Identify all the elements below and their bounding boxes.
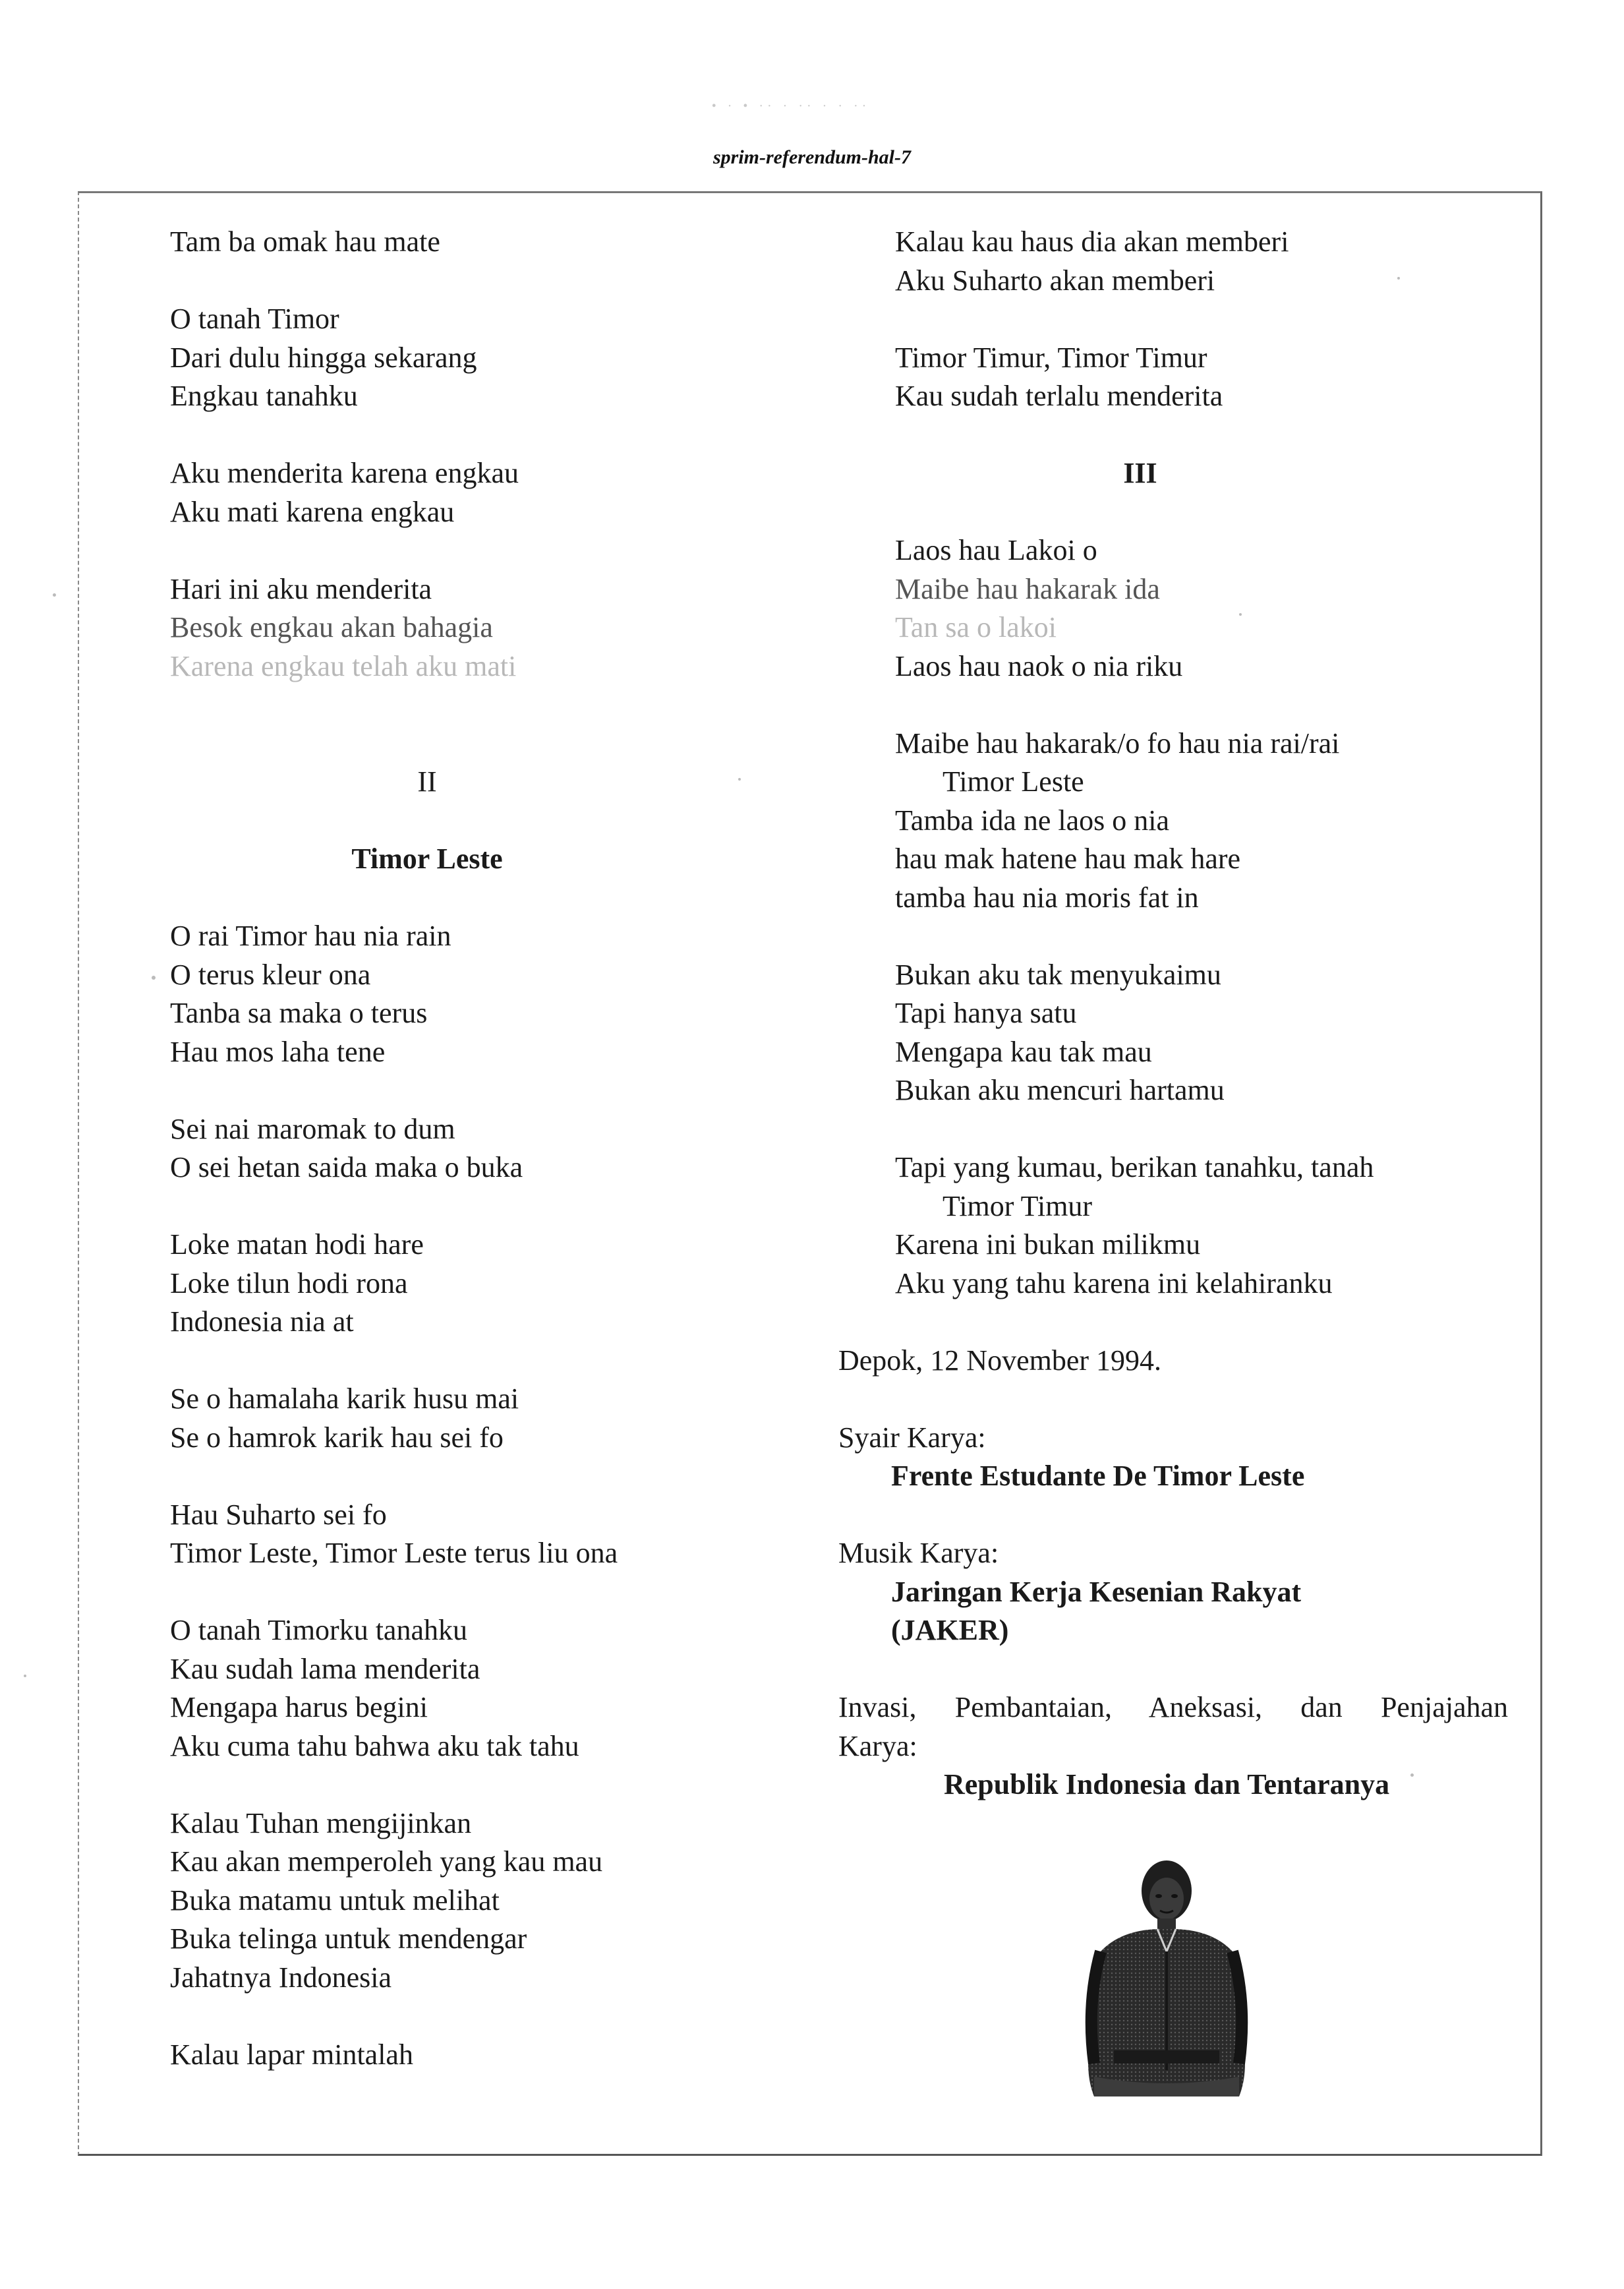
poem-line: Mengapa harus begini bbox=[170, 1691, 428, 1723]
left-stanza-4 bbox=[170, 570, 803, 686]
poem-line: Hau Suharto sei fo bbox=[170, 1498, 387, 1531]
poem-line: Besok engkau akan bahagia bbox=[170, 611, 493, 643]
poem-line: Indonesia nia at bbox=[170, 1305, 354, 1338]
left-column bbox=[170, 223, 803, 2113]
section-number-iii: III bbox=[1123, 457, 1157, 489]
music-label: Musik Karya: bbox=[838, 1537, 999, 1569]
music-author: Jaringan Kerja Kesenian Rakyat bbox=[891, 1575, 1302, 1608]
poem-line: O tanah Timor bbox=[170, 303, 339, 335]
left-stanza-12 bbox=[170, 2036, 803, 2075]
left-stanza-8 bbox=[170, 1380, 803, 1457]
scan-speck bbox=[1239, 613, 1242, 616]
right-stanza-5 bbox=[895, 956, 1517, 1110]
poem-line: Se o hamalaha karik husu mai bbox=[170, 1382, 519, 1415]
poem-line: Aku cuma tahu bahwa aku tak tahu bbox=[170, 1729, 579, 1762]
person-photo bbox=[1074, 1853, 1259, 2103]
poem-line: Aku Suharto akan memberi bbox=[895, 264, 1215, 297]
right-stanza-3 bbox=[895, 531, 1517, 686]
scan-speck bbox=[24, 1675, 26, 1677]
invasion-credit bbox=[838, 1688, 1517, 1804]
left-stanza-1 bbox=[170, 223, 803, 262]
date-line: Depok, 12 November 1994. bbox=[838, 1344, 1162, 1377]
poem-line: Maibe hau hakarak ida bbox=[895, 572, 1160, 605]
poem-line: Buka matamu untuk melihat bbox=[170, 1884, 500, 1917]
right-stanza-1 bbox=[895, 223, 1517, 300]
left-stanza-10 bbox=[170, 1611, 803, 1766]
scan-speck bbox=[738, 778, 741, 781]
poem-line-faded: Karena engkau telah aku mati bbox=[170, 649, 517, 682]
lyrics-label: Syair Karya: bbox=[838, 1421, 986, 1454]
right-stanza-4 bbox=[895, 725, 1517, 918]
poem-line: Loke matan hodi hare bbox=[170, 1228, 424, 1261]
poem-line: O tanah Timorku tanahku bbox=[170, 1614, 467, 1646]
poem-line: Laos hau Lakoi o bbox=[895, 534, 1097, 566]
poem-line: Engkau tanahku bbox=[170, 380, 358, 412]
left-stanza-3 bbox=[170, 454, 803, 531]
poem-line: O terus kleur ona bbox=[170, 958, 371, 991]
poem-line: Timor Leste bbox=[942, 765, 1084, 798]
poem-line: Dari dulu hingga sekarang bbox=[170, 341, 477, 374]
poem-line: Se o hamrok karik hau sei fo bbox=[170, 1421, 504, 1454]
poem-line: Hari ini aku menderita bbox=[170, 572, 432, 605]
scan-speck bbox=[1397, 277, 1400, 280]
poem-line: Laos hau naok o nia riku bbox=[895, 649, 1183, 682]
date-block bbox=[838, 1342, 1517, 1381]
poem-line: Tam ba omak hau mate bbox=[170, 225, 440, 258]
poem-line: Karena ini bukan milikmu bbox=[895, 1228, 1201, 1261]
poem-line: Tanba sa maka o terus bbox=[170, 997, 428, 1029]
poem-line: O rai Timor hau nia rain bbox=[170, 920, 451, 952]
right-column bbox=[838, 223, 1517, 1804]
poem-line: Hau mos laha tene bbox=[170, 1035, 386, 1068]
poem-line: tamba hau nia moris fat in bbox=[895, 881, 1199, 914]
poem-line: Aku menderita karena engkau bbox=[170, 457, 519, 489]
poem-line: Aku mati karena engkau bbox=[170, 495, 455, 528]
right-stanza-6 bbox=[895, 1148, 1517, 1303]
left-stanza-5 bbox=[170, 917, 803, 1071]
left-stanza-9 bbox=[170, 1496, 803, 1573]
left-stanza-6 bbox=[170, 1110, 803, 1187]
music-author-abbr: (JAKER) bbox=[891, 1614, 1009, 1646]
poem-line: Timor Timur, Timor Timur bbox=[895, 341, 1207, 374]
poem-line: Bukan aku tak menyukaimu bbox=[895, 958, 1221, 991]
invasion-label-suffix: Karya: bbox=[838, 1729, 917, 1762]
left-stanza-2 bbox=[170, 300, 803, 416]
poem-line: Buka telinga untuk mendengar bbox=[170, 1922, 527, 1955]
poem-line: Timor Timur bbox=[942, 1189, 1093, 1222]
poem-line: O sei hetan saida maka o buka bbox=[170, 1151, 523, 1183]
left-stanza-11 bbox=[170, 1804, 803, 1998]
left-stanza-7 bbox=[170, 1226, 803, 1342]
faint-header-text: • · • ·· · ·· · · ·· bbox=[711, 99, 871, 113]
poem-line: Timor Leste, Timor Leste terus liu ona bbox=[170, 1537, 618, 1569]
scan-speck bbox=[1410, 1773, 1414, 1777]
poem-line: Sei nai maromak to dum bbox=[170, 1112, 455, 1145]
invasion-label: Invasi, Pembantaian, Aneksasi, dan Penjajahan bbox=[838, 1691, 1508, 1723]
invasion-author: Republik Indonesia dan Tentaranya bbox=[944, 1768, 1390, 1800]
poem-line: Kalau Tuhan mengijinkan bbox=[170, 1806, 472, 1839]
lyrics-credit bbox=[838, 1419, 1517, 1496]
poem-line: Bukan aku mencuri hartamu bbox=[895, 1074, 1225, 1106]
poem-line: Kalau kau haus dia akan memberi bbox=[895, 225, 1289, 258]
scan-speck bbox=[53, 593, 56, 597]
poem-line: Tamba ida ne laos o nia bbox=[895, 804, 1170, 837]
poem-line: Kau akan memperoleh yang kau mau bbox=[170, 1845, 603, 1878]
right-stanza-2 bbox=[895, 339, 1517, 416]
document-title: sprim-referendum-hal-7 bbox=[713, 146, 911, 168]
poem-line: Kalau lapar mintalah bbox=[170, 2038, 413, 2071]
lyrics-author: Frente Estudante De Timor Leste bbox=[891, 1460, 1305, 1492]
section-title: Timor Leste bbox=[351, 843, 503, 875]
poem-line: Kau sudah lama menderita bbox=[170, 1652, 480, 1685]
poem-line: Aku yang tahu karena ini kelahiranku bbox=[895, 1266, 1333, 1299]
poem-line: hau mak hatene hau mak hare bbox=[895, 843, 1241, 875]
poem-line-faded: Tan sa o lakoi bbox=[895, 611, 1057, 643]
poem-line: Kau sudah terlalu menderita bbox=[895, 380, 1223, 412]
scan-speck bbox=[152, 976, 156, 980]
section-number-ii: II bbox=[417, 765, 437, 798]
poem-line: Mengapa kau tak mau bbox=[895, 1035, 1152, 1068]
poem-line: Tapi hanya satu bbox=[895, 997, 1077, 1029]
poem-line: Maibe hau hakarak/o fo hau nia rai/rai bbox=[895, 727, 1340, 759]
music-credit bbox=[838, 1534, 1517, 1650]
poem-line: Loke tilun hodi rona bbox=[170, 1266, 408, 1299]
poem-line: Tapi yang kumau, berikan tanahku, tanah bbox=[895, 1151, 1374, 1183]
poem-line: Jahatnya Indonesia bbox=[170, 1961, 392, 1994]
